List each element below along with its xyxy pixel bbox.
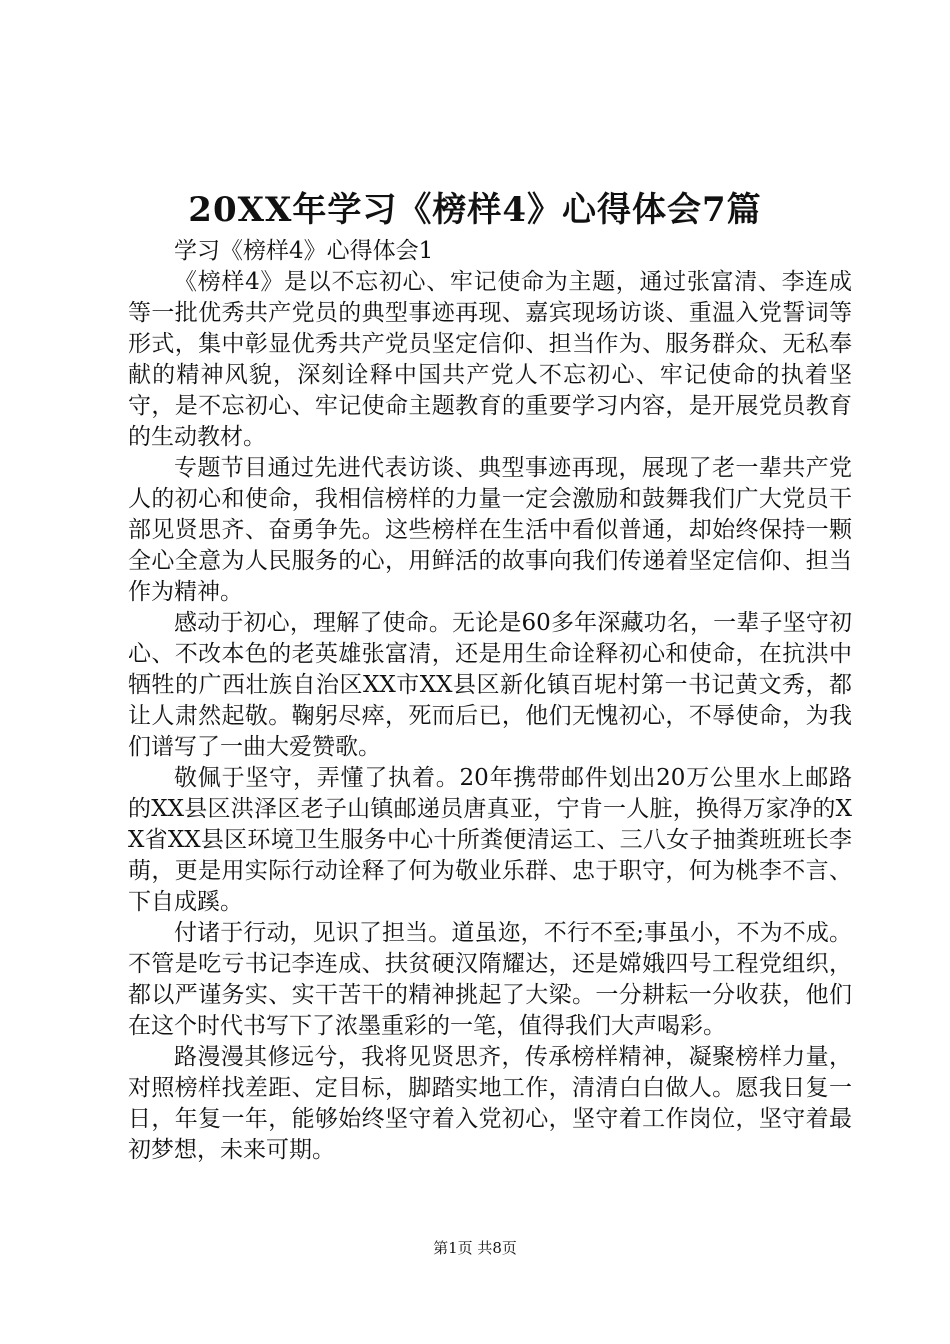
document-title: 20XX年学习《榜样4》心得体会7篇 bbox=[188, 190, 762, 230]
section-subtitle: 学习《榜样4》心得体会1 bbox=[174, 238, 434, 264]
page-footer: 第1页 共8页 bbox=[433, 1239, 517, 1257]
paragraph-3: 感动于初心，理解了使命。无论是60多年深藏功名，一辈子坚守初心、不改本色的老英雄张富清，还是用生命诠释初心和使命，在抗洪中牺牲的广西壮族自治区XX市XX县区新化镇百坭村第一书记黄文秀，都让人肃然起敬。鞠躬尽瘁，死而后已，他们无愧初心，不辱使命，为我们谱写了一曲大爱赞歌。 bbox=[128, 610, 852, 760]
paragraph-4: 敬佩于坚守，弄懂了执着。20年携带邮件划出20万公里水上邮路的XX县区洪泽区老子山镇邮递员唐真亚，宁肯一人脏，换得万家净的XX省XX县区环境卫生服务中心十所粪便清运工、三八女子抽粪班班长李萌，更是用实际行动诠释了何为敬业乐群、忠于职守，何为桃李不言、下自成蹊。 bbox=[128, 765, 852, 915]
document-body bbox=[128, 236, 852, 1166]
paragraph-1: 《榜样4》是以不忘初心、牢记使命为主题，通过张富清、李连成等一批优秀共产党员的典型事迹再现、嘉宾现场访谈、重温入党誓词等形式，集中彰显优秀共产党员坚定信仰、担当作为、服务群众、无私奉献的精神风貌，深刻诠释中国共产党人不忘初心、牢记使命的执着坚守，是不忘初心、牢记使命主题教育的重要学习内容，是开展党员教育的生动教材。 bbox=[128, 269, 852, 450]
paragraph-5: 付诸于行动，见识了担当。道虽迩，不行不至;事虽小，不为不成。不管是吃亏书记李连成、扶贫硬汉隋耀达，还是嫦娥四号工程党组织，都以严谨务实、实干苦干的精神挑起了大梁。一分耕耘一分收获，他们在这个时代书写下了浓墨重彩的一笔，值得我们大声喝彩。 bbox=[128, 920, 852, 1039]
paragraph-2: 专题节目通过先进代表访谈、典型事迹再现，展现了老一辈共产党人的初心和使命，我相信榜样的力量一定会激励和鼓舞我们广大党员干部见贤思齐、奋勇争先。这些榜样在生活中看似普通，却始终保持一颗全心全意为人民服务的心，用鲜活的故事向我们传递着坚定信仰、担当作为精神。 bbox=[128, 455, 852, 605]
paragraph-6: 路漫漫其修远兮，我将见贤思齐，传承榜样精神，凝聚榜样力量，对照榜样找差距、定目标，脚踏实地工作，清清白白做人。愿我日复一日，年复一年，能够始终坚守着入党初心，坚守着工作岗位，坚守着最初梦想，未来可期。 bbox=[128, 1044, 852, 1163]
